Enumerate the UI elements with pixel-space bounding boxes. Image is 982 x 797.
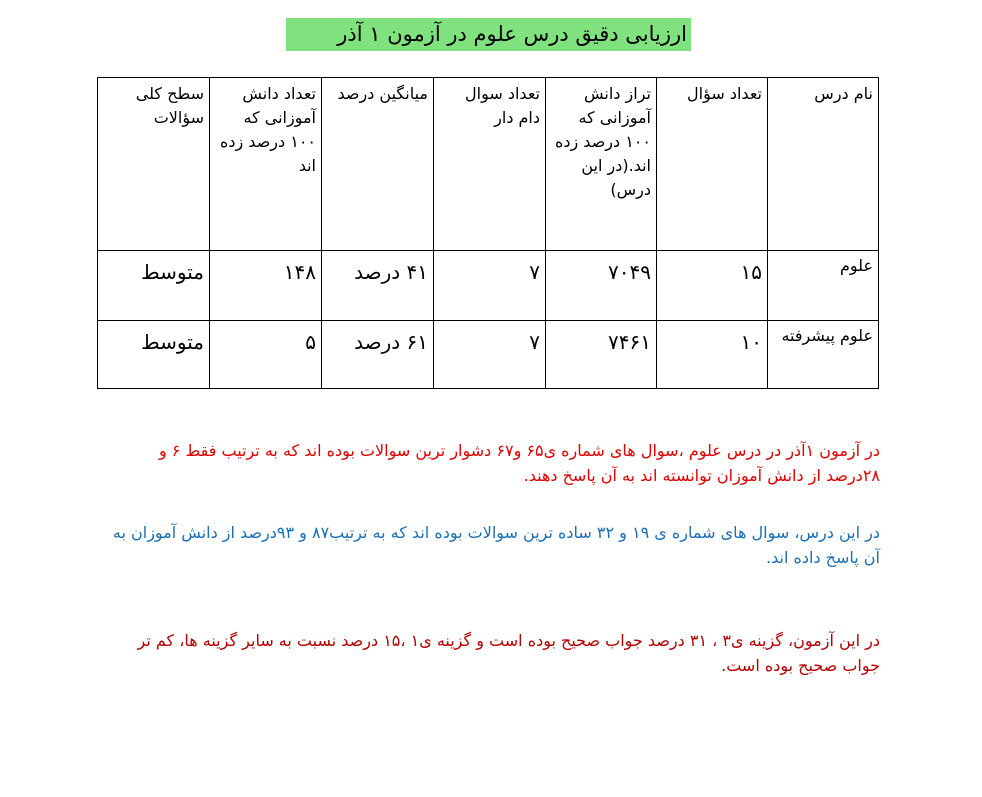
header-question-count: تعداد سؤال [657, 78, 768, 251]
table-header-row [98, 78, 879, 251]
page-title: ارزیابی دقیق درس علوم در آزمون ۱ آذر [286, 18, 691, 51]
cell-course-name: علوم پیشرفته [768, 321, 879, 389]
cell-trap-question-count: ۷ [434, 251, 546, 321]
cell-difficulty-level: متوسط [98, 251, 210, 321]
table-row [98, 251, 879, 321]
cell-top-score-level: ۷۴۶۱ [546, 321, 657, 389]
cell-question-count: ۱۵ [657, 251, 768, 321]
hardest-questions-note: در آزمون ۱آذر در درس علوم ،سوال های شماره ی۶۵ و۶۷ دشوار ترین سوالات بوده اند که به ترتیب فقط ۶ و ۲۸درصد از دانش آموزان توانسته اند به آن پاسخ دهند. [158, 441, 880, 485]
cell-top-score-level: ۷۰۴۹ [546, 251, 657, 321]
header-top-score-level: تراز دانش آموزانی که ۱۰۰ درصد زده اند.(در این درس) [546, 78, 657, 251]
header-difficulty-level: سطح کلی سؤالات [98, 78, 210, 251]
results-table [97, 77, 879, 389]
answer-options-note: در این آزمون، گزینه ی۳ ، ۳۱ درصد جواب صحیح بوده است و گزینه ی۱ ،۱۵ درصد نسبت به سایر گزینه ها، کم تر جواب صحیح بوده است. [137, 631, 880, 675]
cell-question-count: ۱۰ [657, 321, 768, 389]
header-perfect-score-count: تعداد دانش آموزانی که ۱۰۰ درصد زده اند [210, 78, 322, 251]
cell-course-name: علوم [768, 251, 879, 321]
header-course-name: نام درس [768, 78, 879, 251]
cell-difficulty-level: متوسط [98, 321, 210, 389]
cell-average-percent: ۴۱ درصد [322, 251, 434, 321]
header-trap-question-count: تعداد سوال دام دار [434, 78, 546, 251]
cell-average-percent: ۶۱ درصد [322, 321, 434, 389]
cell-perfect-score-count: ۵ [210, 321, 322, 389]
easiest-questions-note: در این درس، سوال های شماره ی ۱۹ و ۳۲ ساده ترین سوالات بوده اند که به ترتیب۸۷ و ۹۳درصد از دانش آموزان به آن پاسخ داده اند. [112, 523, 880, 567]
header-average-percent: میانگین درصد [322, 78, 434, 251]
cell-trap-question-count: ۷ [434, 321, 546, 389]
table-row [98, 321, 879, 389]
cell-perfect-score-count: ۱۴۸ [210, 251, 322, 321]
